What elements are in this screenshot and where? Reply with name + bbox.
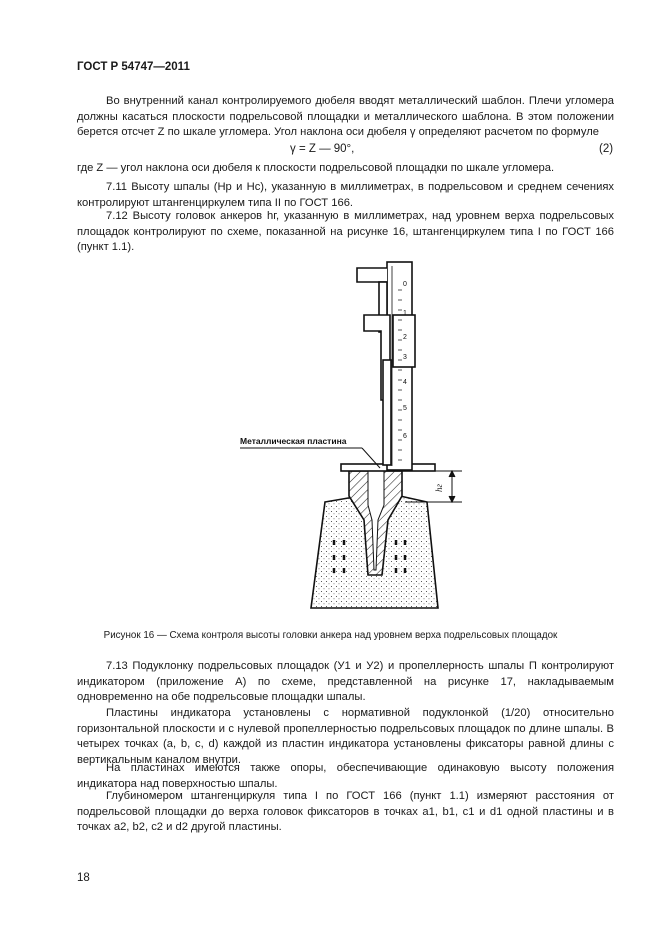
scale-digit: 5 [403,405,407,412]
scale-digit: 4 [403,379,407,386]
scale-digit: 3 [403,354,407,361]
paragraph-where: где Z — угол наклона оси дюбеля к плоскости подрельсовой площадки по шкале угломера. [77,162,555,174]
page-number: 18 [77,872,90,884]
figure-caption: Рисунок 16 — Схема контроля высоты головки анкера над уровнем верха подрельсовых площадок [103,630,558,641]
paragraph-depth-gauge: Глубиномером штангенциркуля типа I по ГОСТ 166 (пункт 1.1) измеряют расстояния от подрельсовой площадки до верха головок фиксаторов в точках a1, b1, c1 и d1 одной пластины и в точках a2, b2, c2 и d2 другой пластины. [77,790,614,834]
metal-plate-label: Металлическая пластина [240,436,347,446]
paragraph-supports: На пластинах имеются также опоры, обеспечивающие одинаковую высоту положения индикатора над поверхностью шпалы. [77,762,614,790]
dimension-h-label: hг [434,483,444,492]
paragraph-7-11: 7.11 Высоту шпалы (Hр и Hс), указанную в миллиметрах, в подрельсовом и среднем сечениях контролируют штангенциркулем типа II по ГОСТ 166. [77,181,614,209]
scale-digit: 2 [403,334,407,341]
document-header: ГОСТ Р 54747—2011 [77,61,190,73]
paragraph-7-13: 7.13 Подуклонку подрельсовых площадок (У1 и У2) и пропеллерность шпалы П контролируют индикатором (приложение А) по схеме, представленной на рисунке 17, накладываемым одновременно на обе подрельсовые площадки шпалы. [77,660,614,704]
scale-digit: 1 [403,310,407,317]
formula-number: (2) [599,143,614,155]
paragraph-indicator-plates: Пластины индикатора установлены с нормативной подуклонкой (1/20) относительно горизонтальной плоскости и с нулевой пропеллерностью подрельсовых площадок по длине шпалы. В четырех точках (a, b, c, d) каждой из пластин индикатора установлены фиксаторы равной длины с вертикальным каналом внутри. [77,707,614,766]
paragraph-7-12: 7.12 Высоту головок анкеров hг, указанную в миллиметрах, над уровнем верха подрельсовых площадок контролируют по схеме, показанной на рисунке 16, штангенциркулем типа I по ГОСТ 166 (пункт 1.1). [77,210,614,254]
scale-digit: 0 [403,281,407,288]
formula: γ = Z — 90°, [290,143,355,155]
figure-16-diagram [0,258,661,628]
scale-digit: 6 [403,433,407,440]
paragraph-intro: Во внутренний канал контролируемого дюбеля вводят металлический шаблон. Плечи угломера должны касаться плоскости подрельсовой площадки и металлического шаблона. В этом положении берется отсчет Z по шкале угломера. Угол наклона оси дюбеля γ определяют расчетом по формуле [77,95,614,139]
